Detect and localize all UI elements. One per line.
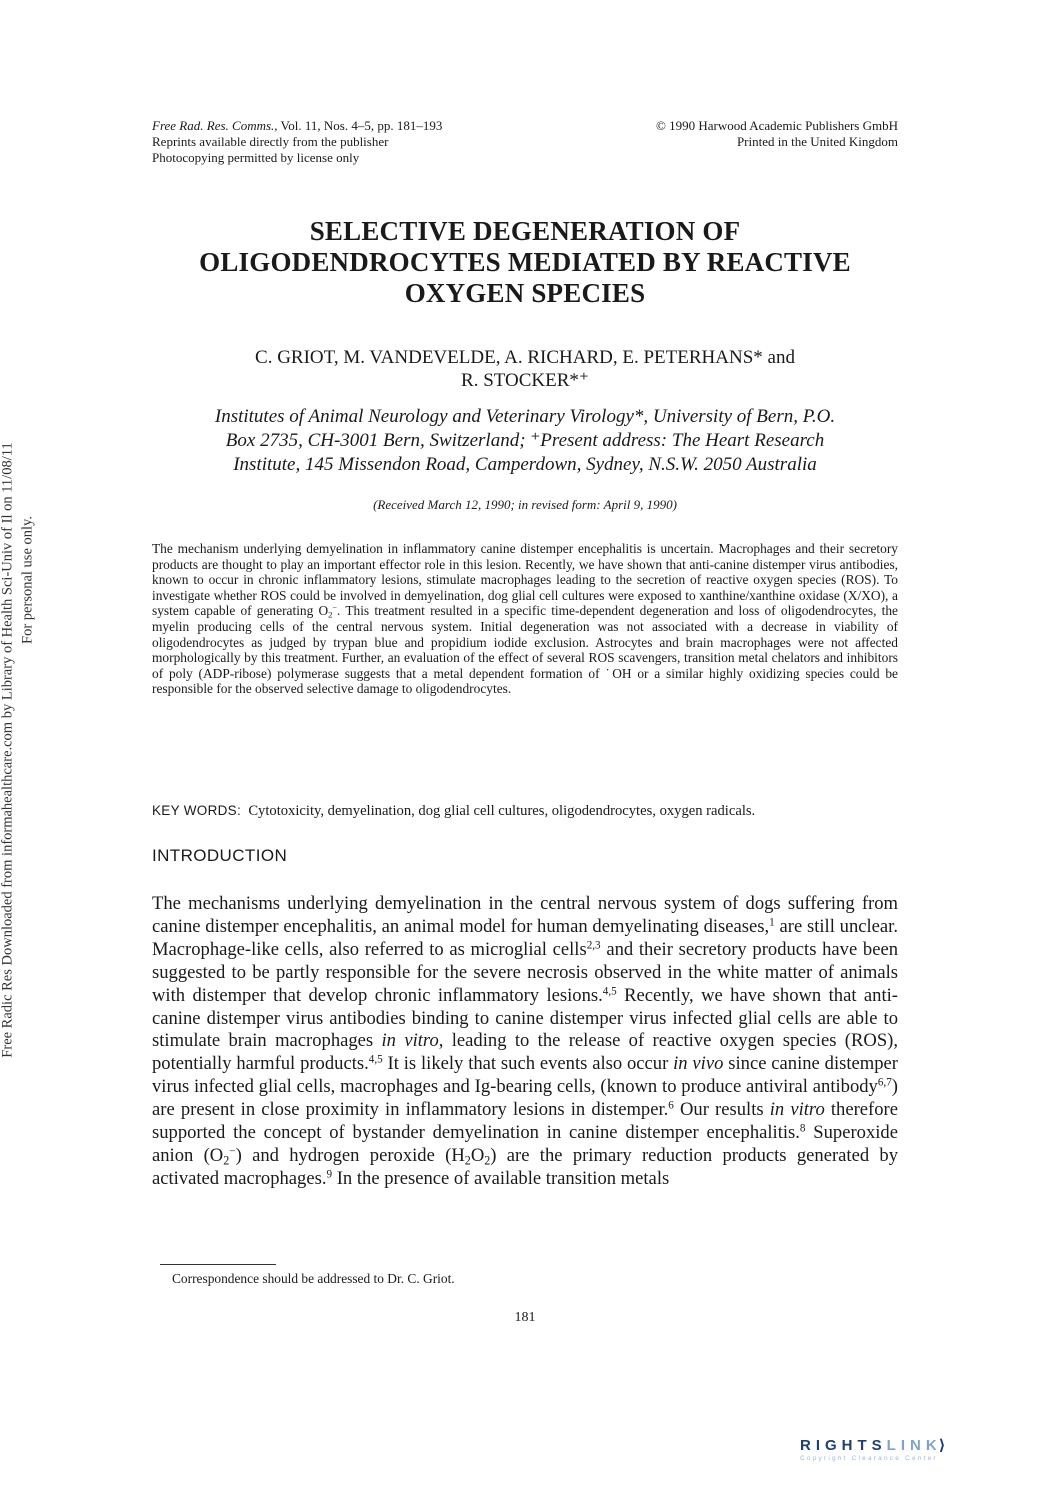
rightslink-wordmark bbox=[800, 1436, 1032, 1454]
reference: 4,5 bbox=[368, 1053, 383, 1066]
abstract bbox=[152, 541, 898, 697]
reference: 1 bbox=[769, 916, 775, 929]
affiliations bbox=[140, 405, 910, 477]
text-run: It is likely that such events also occur bbox=[382, 1053, 674, 1075]
abstract-part-1: The mechanism underlying demyelination in inflammatory canine distemper encephalitis is uncertain. Macrophages and their secretory products are thought to play an important effector role in this lesion. Recently, we have shown that anti-canine distemper virus antibodies, known to occur in chronic inflammatory lesions, stimulate macrophages leading to the secretion of reactive oxygen species (ROS). To investigate whether ROS could be involved in demyelination, dog glial cell cultures were exposed to xanthine/xanthine oxidase (X/XO), a system capable of generating O bbox=[152, 541, 898, 619]
text-run: Recently, we have shown that anti-canine distemper virus antibodies binding to canine distemper virus infected glial cells are able to stimulate brain macrophages bbox=[152, 984, 898, 1052]
text-run: Our results bbox=[673, 1099, 770, 1121]
key-words bbox=[152, 802, 898, 820]
reference: 2,3 bbox=[586, 939, 601, 952]
title-line-3: OXYGEN SPECIES bbox=[404, 278, 646, 308]
text-run: therefore supported the concept of bystander demyelination in canine distemper encephalitis. bbox=[152, 1099, 898, 1144]
journal-citation bbox=[152, 118, 442, 134]
superscript: − bbox=[332, 603, 338, 613]
article-title bbox=[140, 216, 910, 309]
subscript: 2 bbox=[484, 1153, 491, 1168]
text-run: , leading to the release of reactive oxygen species (ROS), potentially harmful products. bbox=[152, 1030, 899, 1075]
printed-notice: Printed in the United Kingdom bbox=[736, 134, 898, 149]
subscript: 2 bbox=[464, 1153, 471, 1168]
copyright-notice: © 1990 Harwood Academic Publishers GmbH bbox=[655, 118, 898, 133]
introduction-paragraph bbox=[152, 893, 898, 1191]
rightslink-logo[interactable] bbox=[800, 1436, 1032, 1466]
text-run: and their secretory products have been suggested to be partly responsible for the severe necrosis observed in the white matter of animals with distemper that develop chronic inflammatory lesions. bbox=[152, 938, 898, 1006]
italic-term: in vitro bbox=[769, 1099, 825, 1121]
affiliation-line-1: Institutes of Animal Neurology and Veterinary Virology*, University of Bern, P.O. bbox=[214, 406, 836, 427]
abstract-part-2: . This treatment resulted in a specific time-dependent degeneration and loss of oligodendrocytes, the myelin producing cells of the central nervous system. Initial degeneration was not associated with a decrease in viability of oligodendrocytes as judged by trypan blue and propidium iodide exclusion. Astrocytes and brain macrophages were not affected morphologically by this treatment. Further, an evaluation of the effect of several ROS scavengers, transition metal chelators and inhibitors of poly (ADP-ribose) polymerase suggests that a metal dependent formation of ˙OH or a similar highly oxidizing species could be responsible for the observed selective damage to oligodendrocytes. bbox=[152, 603, 898, 697]
key-words-label: KEY WORDS: bbox=[152, 803, 242, 818]
affiliation-line-3: Institute, 145 Missendon Road, Camperdown, Sydney, N.S.W. 2050 Australia bbox=[233, 454, 817, 475]
authors-line-1: C. GRIOT, M. VANDEVELDE, A. RICHARD, E. PETERHANS* and bbox=[255, 347, 795, 368]
watermark-line-2: For personal use only. bbox=[19, 516, 36, 644]
citation-details: , Vol. 11, Nos. 4–5, pp. 181–193 bbox=[274, 118, 443, 133]
authors-line-2: R. STOCKER*⁺ bbox=[461, 370, 589, 391]
reprints-note: Reprints available directly from the publisher bbox=[152, 134, 389, 149]
text-run: O bbox=[470, 1144, 485, 1166]
text-run: In the presence of available transition metals bbox=[332, 1167, 670, 1189]
text-run: ) are the primary reduction products generated by activated macrophages. bbox=[152, 1144, 899, 1189]
page-number: 181 bbox=[514, 1310, 536, 1325]
subscript: 2 bbox=[223, 1153, 230, 1168]
reference: 4,5 bbox=[602, 984, 617, 997]
header-left bbox=[152, 118, 442, 166]
download-watermark bbox=[0, 0, 44, 1500]
key-words-text: Cytotoxicity, demyelination, dog glial cell cultures, oligodendrocytes, oxygen radicals. bbox=[248, 803, 756, 819]
text-run: ) are present in close proximity in inflammatory lesions in distemper. bbox=[152, 1076, 898, 1121]
affiliation-line-2: Box 2735, CH-3001 Bern, Switzerland; ⁺Present address: The Heart Research bbox=[225, 430, 825, 451]
title-line-2: OLIGODENDROCYTES MEDIATED BY REACTIVE bbox=[199, 247, 851, 277]
text-run: The mechanisms underlying demyelination in the central nervous system of dogs suffering from canine distemper encephalitis, an animal model for human demyelinating diseases, bbox=[152, 893, 898, 937]
section-heading-introduction: INTRODUCTION bbox=[152, 846, 288, 865]
watermark-line-1: Free Radic Res Downloaded from informahealthcare.com by Library of Health Sci-Univ of Il on 11/08/11 bbox=[0, 442, 16, 1058]
header-right bbox=[656, 118, 898, 150]
italic-term: in vitro bbox=[381, 1030, 439, 1052]
arrow-icon: ⟩ bbox=[938, 1437, 951, 1454]
reference: 8 bbox=[799, 1122, 806, 1135]
text-run: ) and hydrogen peroxide (H bbox=[235, 1144, 465, 1166]
footnote-rule bbox=[160, 1264, 276, 1265]
text-run: Superoxide anion (O bbox=[152, 1122, 898, 1166]
journal-name: Free Rad. Res. Comms. bbox=[152, 118, 275, 133]
rightslink-link: LINK bbox=[886, 1437, 942, 1454]
rightslink-rights: RIGHTS bbox=[800, 1437, 887, 1454]
italic-term: in vivo bbox=[673, 1053, 724, 1075]
correspondence-footnote: Correspondence should be addressed to Dr. C. Griot. bbox=[172, 1271, 455, 1286]
photocopying-note: Photocopying permitted by license only bbox=[152, 150, 360, 165]
title-line-1: SELECTIVE DEGENERATION OF bbox=[309, 216, 741, 246]
reference: 6,7 bbox=[877, 1076, 892, 1089]
subscript: 2 bbox=[328, 609, 333, 620]
superscript: − bbox=[229, 1145, 236, 1158]
text-run: since canine distemper virus infected glial cells, macrophages and Ig-bearing cells, (known to produce antiviral antibody bbox=[152, 1053, 898, 1098]
rightslink-subtitle: Copyright Clearance Center bbox=[800, 1455, 938, 1462]
reference: 9 bbox=[326, 1168, 333, 1181]
author-list bbox=[140, 346, 910, 392]
received-dates: (Received March 12, 1990; in revised form: April 9, 1990) bbox=[373, 497, 677, 512]
reference: 6 bbox=[668, 1099, 674, 1112]
text-run: are still unclear. Macrophage-like cells, also referred to as microglial cells bbox=[152, 915, 898, 960]
